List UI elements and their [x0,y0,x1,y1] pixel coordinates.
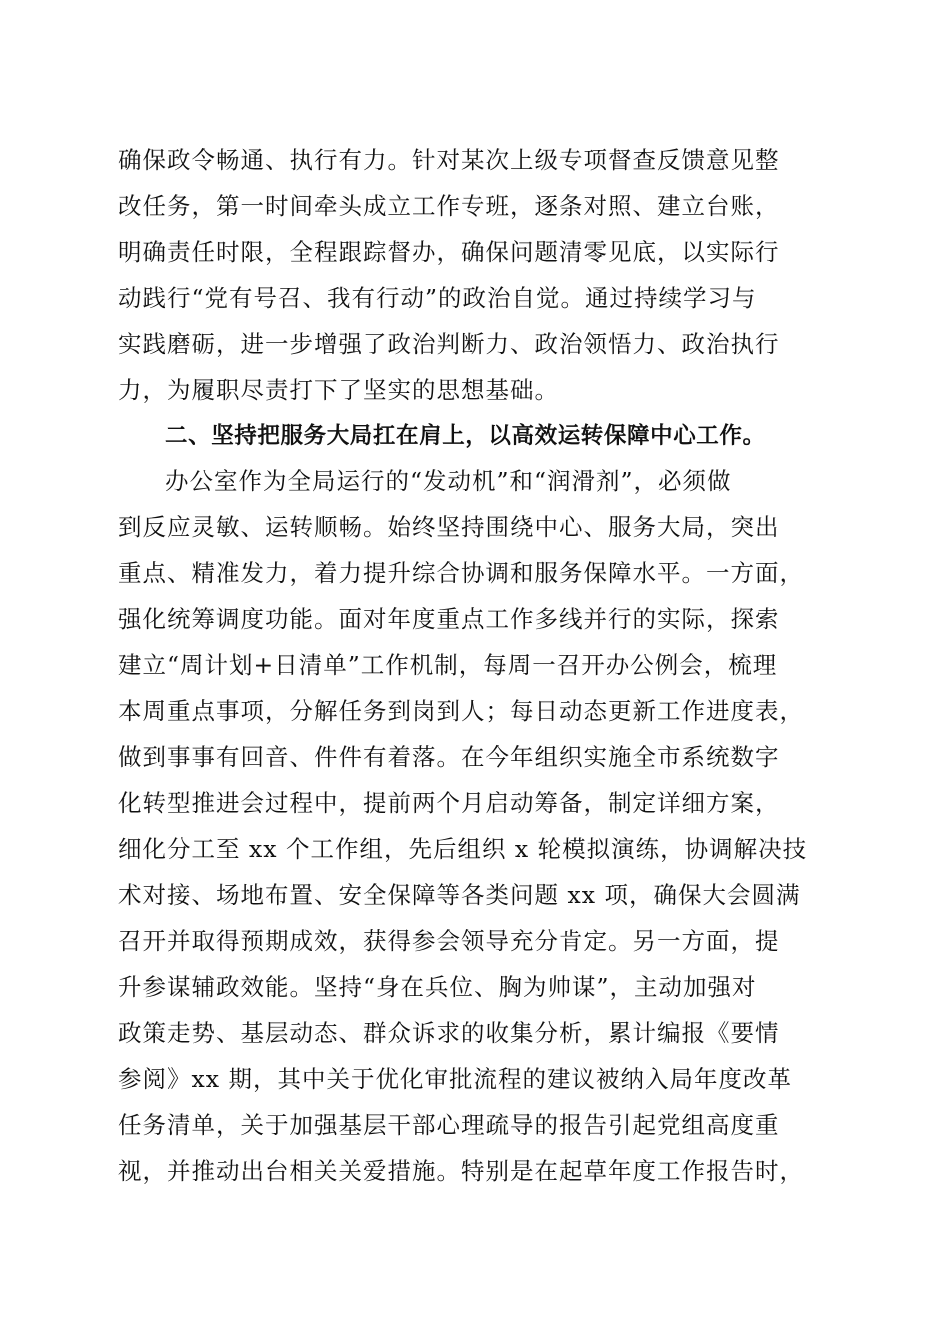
paragraph-line: 强化统筹调度功能。面对年度重点工作多线并行的实际，探索 [118,605,780,633]
paragraph-line: 视，并推动出台相关关爱措施。特别是在起草年度工作报告时， [118,1157,804,1185]
paragraph-line: 细化分工至 xx 个工作组，先后组织 x 轮模拟演练，协调解决技 [118,835,808,863]
paragraph-line: 术对接、场地布置、安全保障等各类问题 xx 项，确保大会圆满 [118,881,801,909]
paragraph-line: 政策走势、基层动态、群众诉求的收集分析，累计编报《要情 [118,1019,780,1047]
paragraph-line: 到反应灵敏、运转顺畅。始终坚持围绕中心、服务大局，突出 [118,513,780,541]
paragraph-line: 化转型推进会过程中，提前两个月启动筹备，制定详细方案， [118,789,780,817]
paragraph-line: 升参谋辅政效能。坚持“身在兵位、胸为帅谋”，主动加强对 [118,973,757,1001]
paragraph-line: 做到事事有回音、件件有着落。在今年组织实施全市系统数字 [118,743,780,771]
paragraph-line: 实践磨砺，进一步增强了政治判断力、政治领悟力、政治执行 [118,330,780,358]
paragraph-line: 动践行“党有号召、我有行动”的政治自觉。通过持续学习与 [118,284,757,312]
paragraph-line: 力，为履职尽责打下了坚实的思想基础。 [118,376,559,404]
paragraph-line: 参阅》xx 期，其中关于优化审批流程的建议被纳入局年度改革 [118,1065,792,1093]
paragraph-line: 办公室作为全局运行的“发动机”和“润滑剂”，必须做 [165,467,732,495]
paragraph-line: 重点、精准发力，着力提升综合协调和服务保障水平。一方面， [118,559,804,587]
paragraph-line: 召开并取得预期成效，获得参会领导充分肯定。另一方面，提 [118,927,780,955]
paragraph-line: 改任务，第一时间牵头成立工作专班，逐条对照、建立台账， [118,192,780,220]
paragraph-line: 任务清单，关于加强基层干部心理疏导的报告引起党组高度重 [118,1111,780,1139]
paragraph-line: 本周重点事项，分解任务到岗到人；每日动态更新工作进度表， [118,697,804,725]
paragraph-line: 明确责任时限，全程跟踪督办，确保问题清零见底，以实际行 [118,238,780,266]
paragraph-line: 确保政令畅通、执行有力。针对某次上级专项督查反馈意见整 [118,146,780,174]
section-heading: 二、坚持把服务大局扛在肩上，以高效运转保障中心工作。 [165,423,766,449]
paragraph-line: 建立“周计划+日清单”工作机制，每周一召开办公例会，梳理 [118,651,778,679]
